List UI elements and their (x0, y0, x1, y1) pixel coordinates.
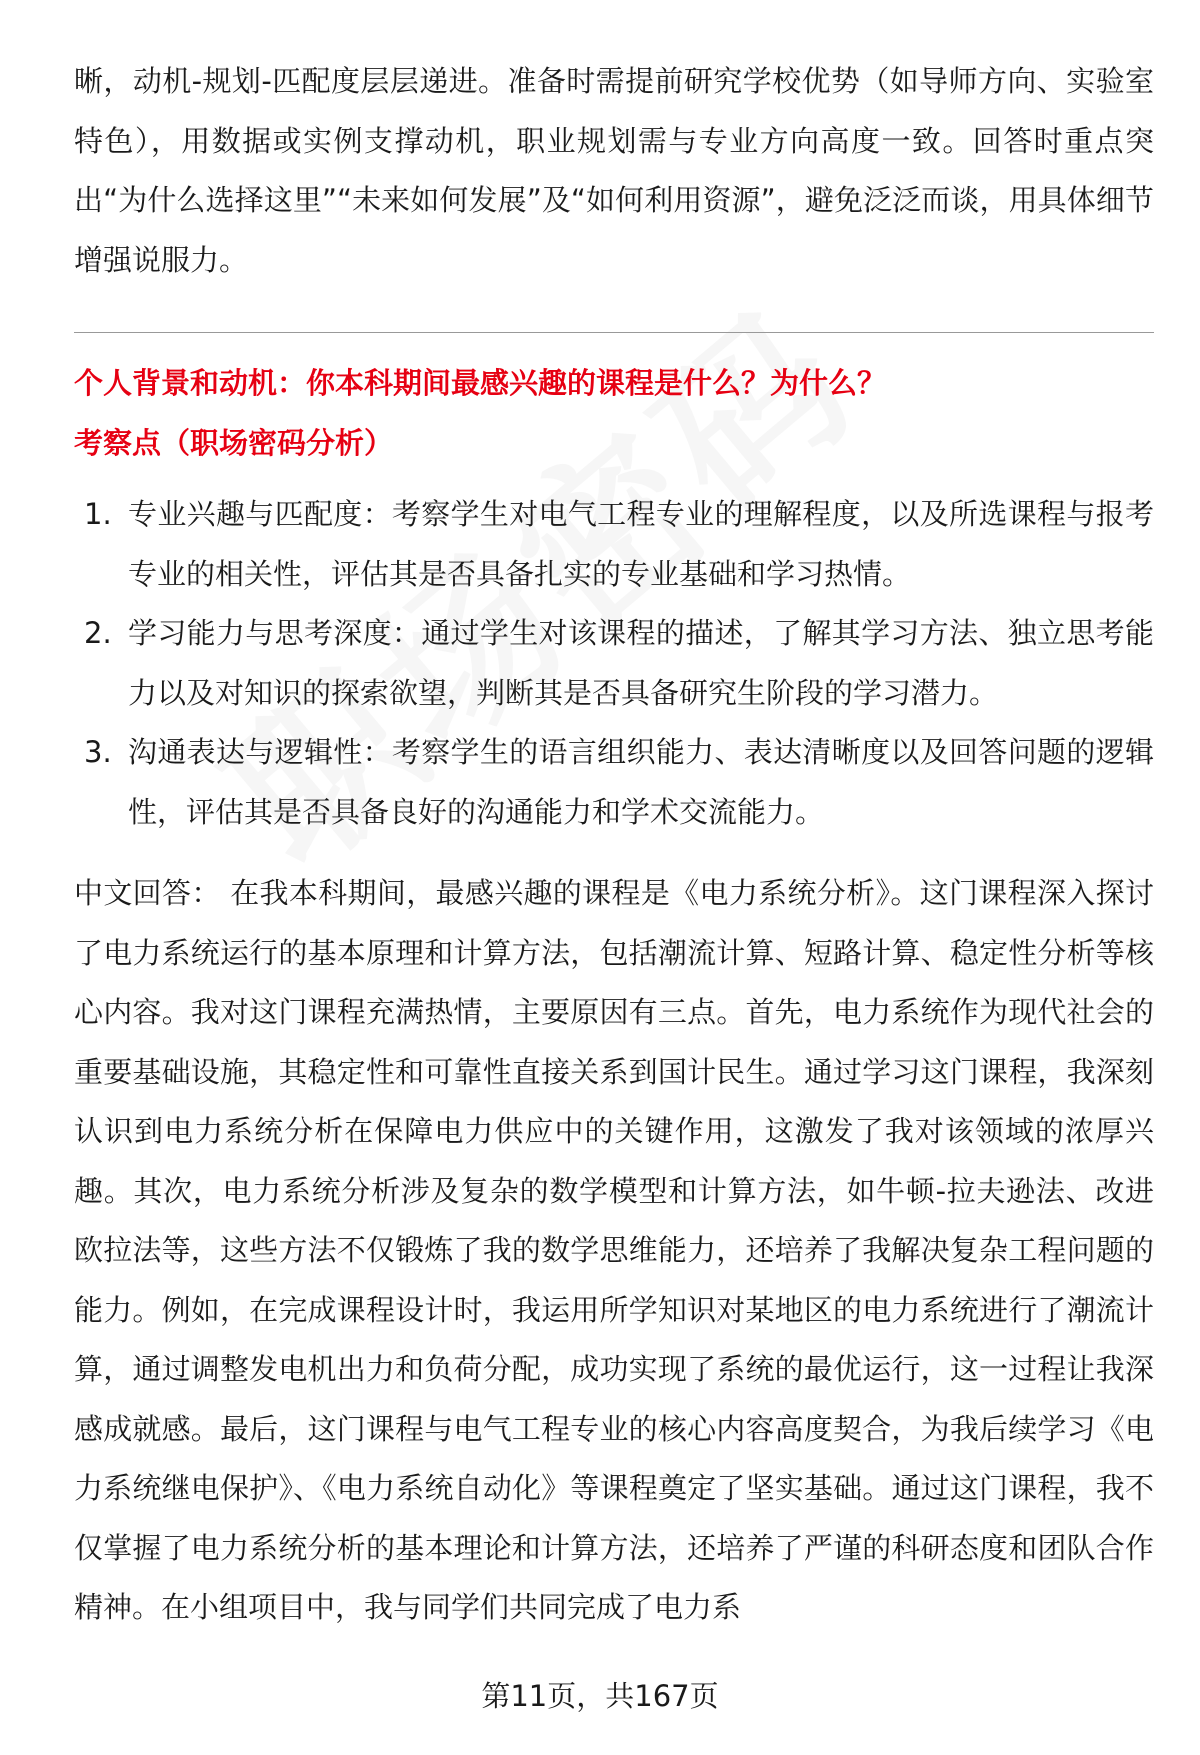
list-item-number: 2. (84, 616, 112, 650)
list-item (74, 604, 1154, 723)
list-item-number: 3. (84, 735, 112, 769)
points-heading: 考察点（职场密码分析） (74, 426, 394, 460)
list-item (74, 723, 1154, 842)
list-item-text: 专业兴趣与匹配度：考察学生对电气工程专业的理解程度，以及所选课程与报考专业的相关性，评估其是否具备扎实的专业基础和学习热情。 (128, 497, 1154, 591)
answer-paragraph: 中文回答： 在我本科期间，最感兴趣的课程是《电力系统分析》。这门课程深入探讨了电力系统运行的基本原理和计算方法，包括潮流计算、短路计算、稳定性分析等核心内容。我对这门课程充满热情，主要原因有三点。首先，电力系统作为现代社会的重要基础设施，其稳定性和可靠性直接关系到国计民生。通过学习这门课程，我深刻认识到电力系统分析在保障电力供应中的关键作用，这激发了我对该领域的浓厚兴趣。其次，电力系统分析涉及复杂的数学模型和计算方法，如牛顿-拉夫逊法、改进欧拉法等，这些方法不仅锻炼了我的数学思维能力，还培养了我解决复杂工程问题的能力。例如，在完成课程设计时，我运用所学知识对某地区的电力系统进行了潮流计算，通过调整发电机出力和负荷分配，成功实现了系统的最优运行，这一过程让我深感成就感。最后，这门课程与电气工程专业的核心内容高度契合，为我后续学习《电力系统继电保护》、《电力系统自动化》等课程奠定了坚实基础。通过这门课程，我不仅掌握了电力系统分析的基本理论和计算方法，还培养了严谨的科研态度和团队合作精神。在小组项目中，我与同学们共同完成了电力系 (74, 876, 1154, 1624)
list-item-text: 沟通表达与逻辑性：考察学生的语言组织能力、表达清晰度以及回答问题的逻辑性，评估其是否具备良好的沟通能力和学术交流能力。 (128, 735, 1154, 829)
section-divider (74, 332, 1154, 333)
list-item (74, 485, 1154, 604)
question-title: 个人背景和动机：你本科期间最感兴趣的课程是什么？为什么？ (74, 366, 887, 400)
list-item-text: 学习能力与思考深度：通过学生对该课程的描述，了解其学习方法、独立思考能力以及对知识的探索欲望，判断其是否具备研究生阶段的学习潜力。 (128, 616, 1154, 710)
document-page (74, 52, 1154, 1638)
list-item-number: 1. (84, 497, 112, 531)
assessment-points-list (74, 485, 1154, 842)
page-number: 第11页，共167页 (481, 1679, 719, 1713)
intro-paragraph: 晰，动机-规划-匹配度层层递进。准备时需提前研究学校优势（如导师方向、实验室特色），用数据或实例支撑动机，职业规划需与专业方向高度一致。回答时重点突出“为什么选择这里”“未来如何发展”及“如何利用资源”，避免泛泛而谈，用具体细节增强说服力。 (74, 64, 1154, 277)
